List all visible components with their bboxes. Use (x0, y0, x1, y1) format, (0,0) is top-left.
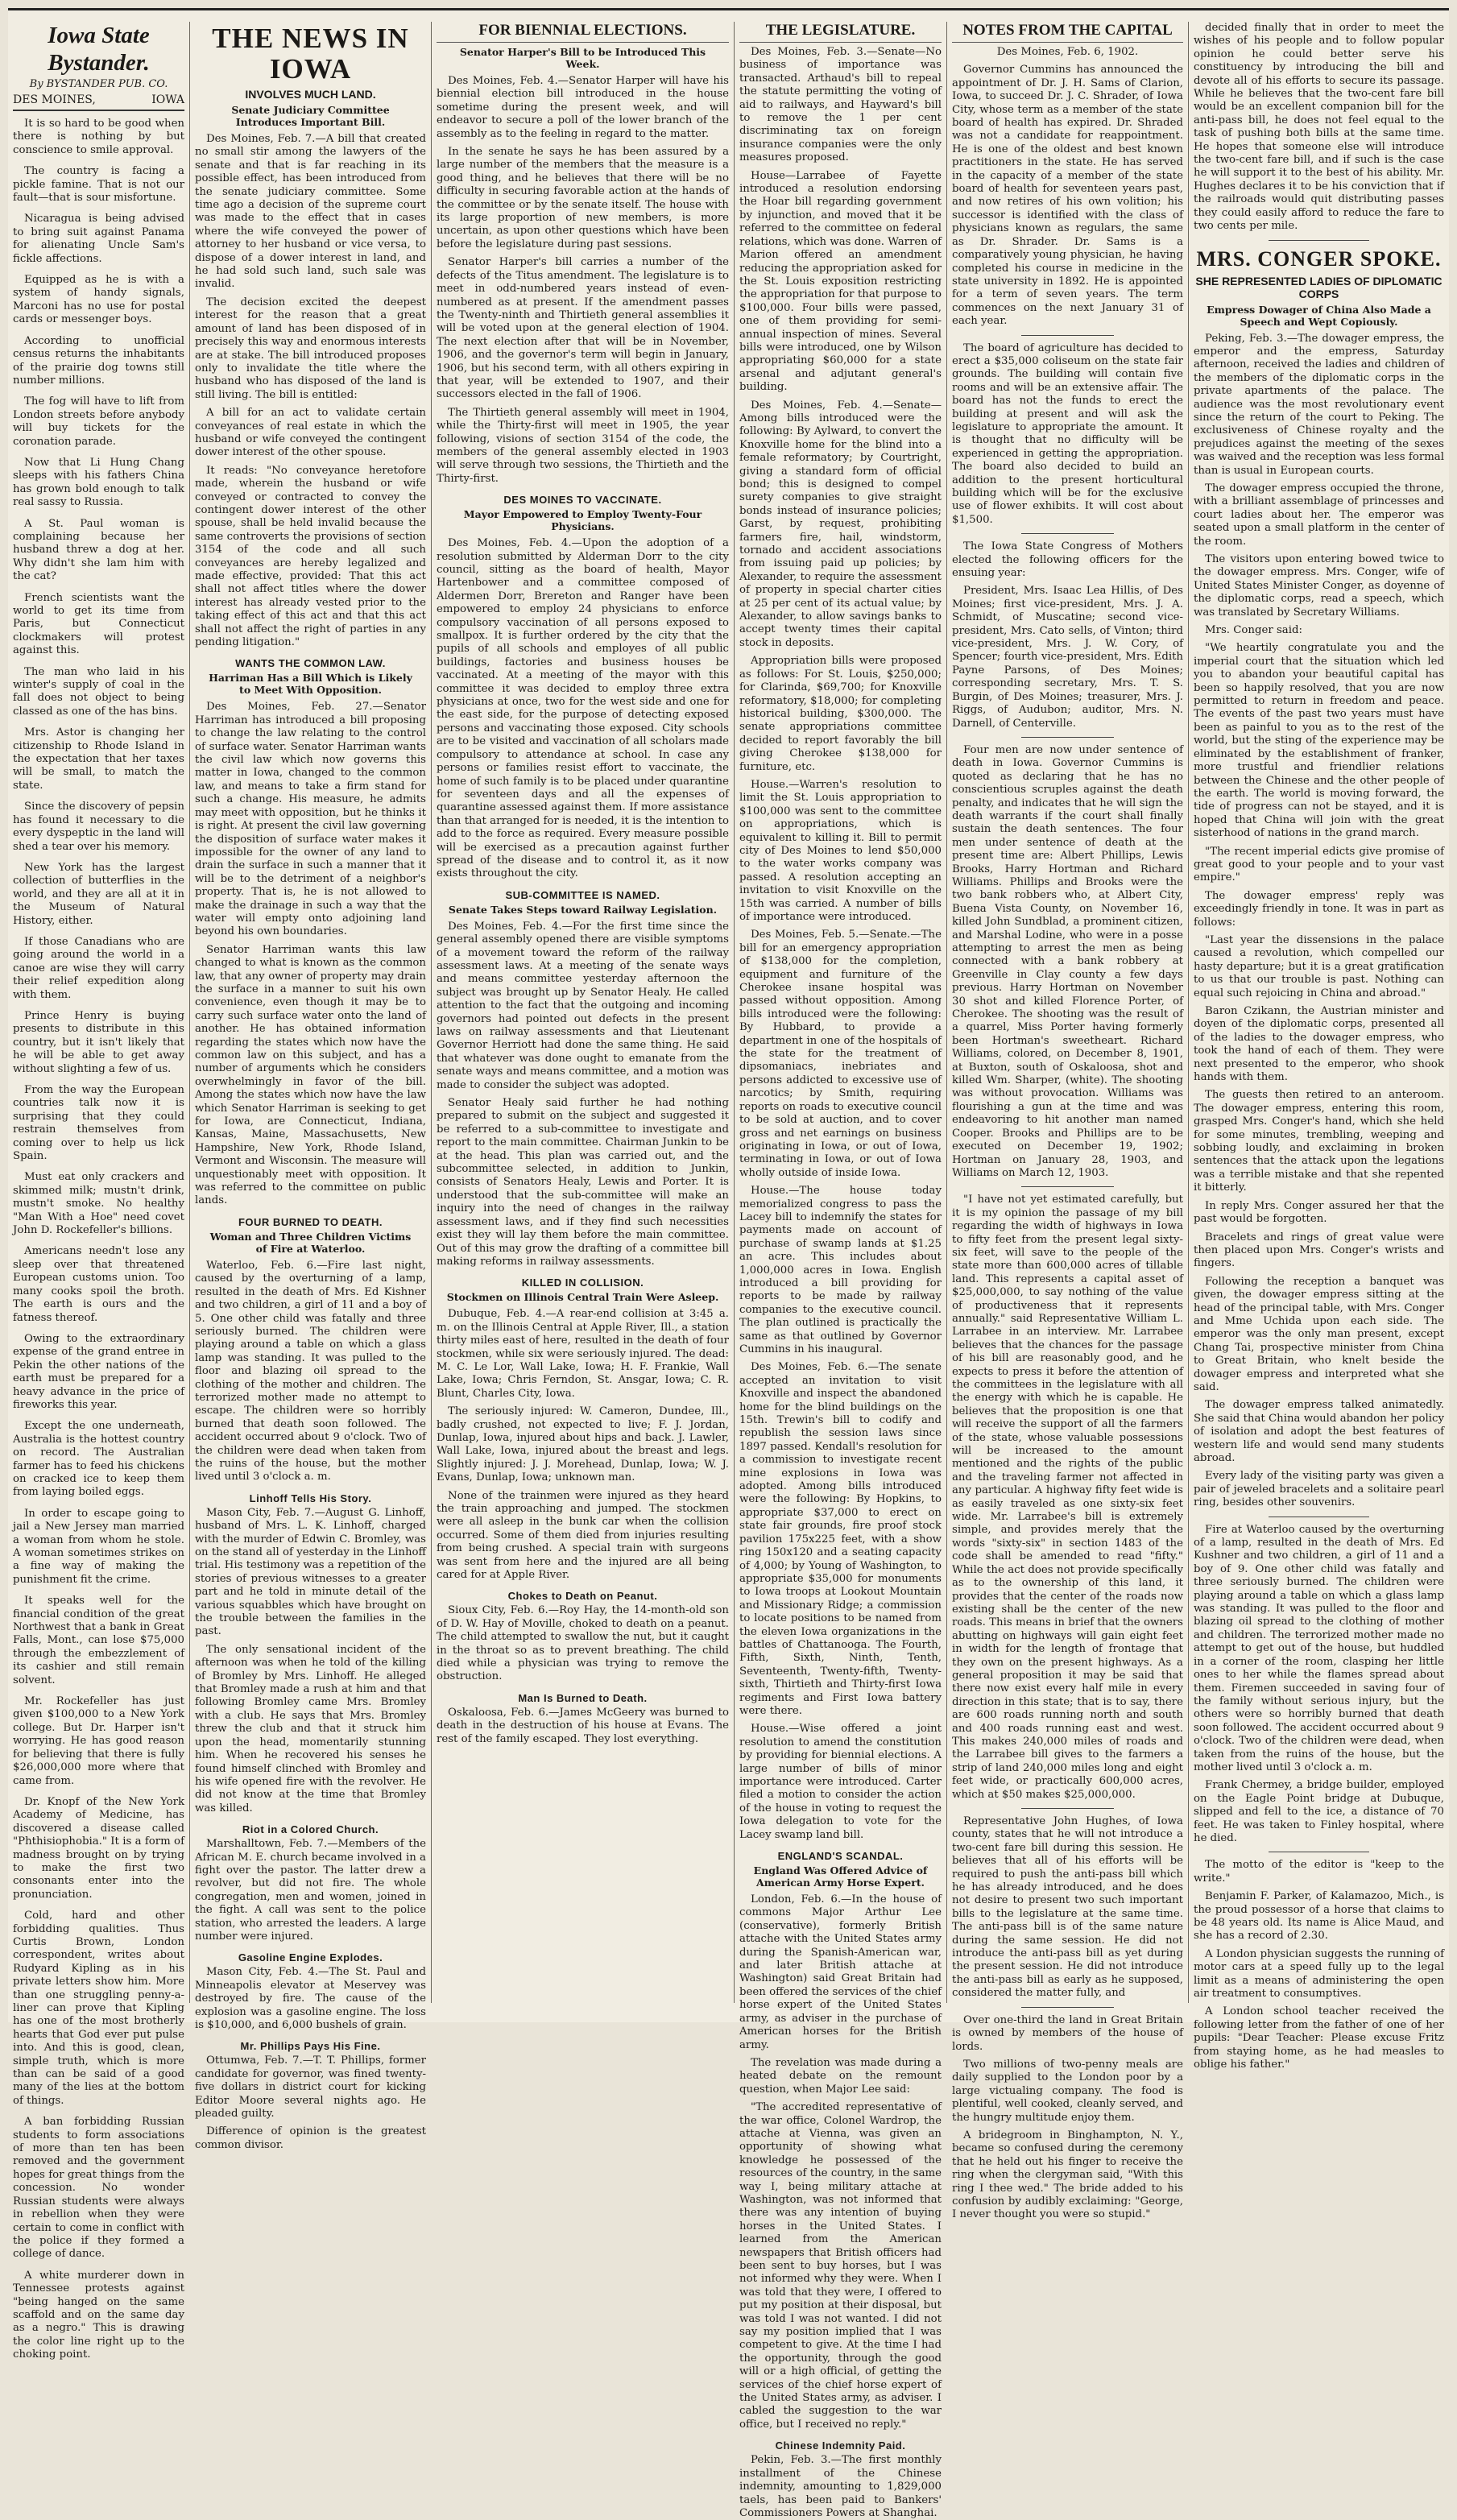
article-paragraph: "We heartily congratulate you and the imperial court that the situation which led you to abandon your beautiful capital has been so happily resolved, that you are now permitted to return in freedom and peace. The events of the past two years must have been as painful to you as to the rest of the world, but the sting of the experience may be eliminated by the establishment of franker, more trustful and friendlier relations between the Chinese and the other people of the earth. The world is moving forward, the tide of progress can not be stayed, and it is hoped that China will join with the great sisterhood of nations in the grand march. (1194, 642, 1444, 840)
article-paragraph: The decision excited the deepest interest for the reason that a great amount of land has been disposed of in precisely this way and enormous interests are at stake. The bill introduced proposes only to invalidate the title where the husband who has disposed of the land is still living. The bill is entitled: (195, 296, 426, 401)
article-paragraph: The visitors upon entering bowed twice to the dowager empress. Mrs. Conger, wife of United States Minister Conger, as doyenne of the diplomatic corps, read a speech, which was translated by Secretary Williams. (1194, 553, 1444, 619)
article-paragraph: Mason City, Feb. 7.—August G. Linhoff, husband of Mrs. L. K. Linhoff, charged with the murder of Edwin C. Bromley, was on the stand all of yesterday in the Linhoff trial. His testimony was a repetition of the stories of previous witnesses to a greater part and he told in minute detail of the various squabbles which have brought on the trouble between the families in the past. (195, 1506, 426, 1638)
article-paragraph: Oskaloosa, Feb. 6.—James McGeery was burned to death in the destruction of his house at Evans. The rest of the family escaped. They lost everything. (437, 1706, 729, 1745)
article-headline: Mr. Phillips Pays His Fine. (240, 2040, 381, 2053)
paragraph-item: Mr. Rockefeller has just given $100,000 to a New York college. But Dr. Harper isn't worrying. He has good reason for believing that there is fully $26,000,000 more where that came from. (13, 1695, 184, 1787)
article-paragraph: The seriously injured: W. Cameron, Dundee, Ill., badly crushed, not expected to live; F. J. Jordan, Dunlap, Iowa, injured about hips and back. J. Lawler, Wall Lake, Iowa, injured about the breast and legs. Slightly injured: J. J. Morehead, Dunlap, Iowa; W. J. Evans, Dunlap, Iowa; unknown man. (437, 1405, 729, 1484)
article-paragraph: Senator Harriman wants this law changed to what is known as the common law, that any owner of property may drain the surface in a manner to suit his own convenience, even though it may be to carry such surface water onto the land of another. He has obtained information regarding the states which now have the common law on this subject, and has a number of arguments which he considers overwhelmingly in favor of the bill. Among the states which now have the law which Senator Harriman is seeking to get for Iowa, are Connecticut, Indiana, Kansas, Maine, Massachusetts, New Hampshire, New York, Rhode Island, Vermont and Wisconsin. The measure will unquestionably meet with opposition. It was referred to the committee on public lands. (195, 943, 426, 1207)
article-paragraph: Representative John Hughes, of Iowa county, states that he will not introduce a two-cent fare bill during this session. He believes that all of his efforts will be required to push the anti-pass bill which he has already introduced, and he does not desire to present two such important bills to the legislature at the same time. The anti-pass bill is of the same nature during the same session. He did not introduce the anti-pass bill as yet during the present session. He did not introduce the anti-pass bill as early as he supposed, considered the matter fully, and (952, 1815, 1183, 2000)
article-paragraph: Des Moines, Feb. 27.—Senator Harriman has introduced a bill proposing to change the law relating to the control of surface water. Senator Harriman wants the civil law which now governs this matter in Iowa, changed to the common law, and means to take a firm stand for such a change. His measure, he admits may meet with opposition, but he thinks it is right. At present the civil law governing the disposition of surface water makes it impossible for the owner of any land to drain the surface in such a manner that it will be to the detriment of a neighbor's property. That is, he is not allowed to make the drainage in such a way that the water will empty onto adjoining land beyond his own boundaries. (195, 701, 426, 938)
article-paragraph: A bridegroom in Binghampton, N. Y., became so confused during the ceremony that he held out his finger to receive the ring when the clergyman said, "With this ring I thee wed." The bride added to his confusion by audibly exclaiming: "George, I never thought you were so stupid." (952, 2129, 1183, 2221)
paragraph-item: Equipped as he is with a system of handy signals, Marconi has no use for postal cards or messenger boys. (13, 274, 184, 326)
paragraph-item: From the way the European countries talk now it is surprising that they could restrain themselves from coming over to help us lick Spain. (13, 1084, 184, 1163)
paragraph-item: Now that Li Hung Chang sleeps with his fathers China has grown bold enough to talk real sassy to Russia. (13, 456, 184, 509)
divider (1269, 240, 1368, 241)
article-paragraph: London, Feb. 6.—In the house of commons Major Arthur Lee (conservative), formerly British attache with the United States army during the Spanish-American war, and later British attache at Washington) said Great Britain had been offered the services of the chief horse expert of the United States army, as adviser in the purchase of American horses for the British army. (739, 1893, 942, 2051)
masthead-title: Iowa State Bystander. (48, 23, 150, 76)
article-deck: Woman and Three Children Victims of Fire at Waterloo. (209, 1230, 412, 1255)
article-paragraph: A bill for an act to validate certain conveyances of real estate in which the husband or wife conveyed the contingent dower interest of the other spouse. (195, 407, 426, 459)
paragraph-item: Since the discovery of pepsin has found it necessary to die every dyspeptic in the land will shed a tear over his memory. (13, 801, 184, 853)
article-paragraph: House—Larrabee of Fayette introduced a resolution endorsing the Hoar bill regarding government by injunction, and moved that it be referred to the committee on federal relations, which was done. Warren of Marion offered an amendment reducing the appropriation asked for the St. Louis exposition restricting the appropriation for that purpose to $100,000. Four bills were passed, one of them providing for semi-annual inspection of mines. Several bills were introduced, one by Wilson appropriating $60,000 for a state arsenal and adjutant general's building. (739, 169, 942, 394)
paragraph-item: A white murderer down in Tennessee protests against "being hanged on the same scaffold and on the same day as a negro." This is drawing the color line right up to the choking point. (13, 2269, 184, 2361)
paragraph-item: Americans needn't lose any sleep over that threatened European customs union. Too many cooks spoil the broth. The earth is ours and the fatness thereof. (13, 1245, 184, 1324)
article-headline: Linhoff Tells His Story. (249, 1492, 372, 1504)
paragraph-item: It is so hard to be good when there is nothing by but conscience to smile approval. (13, 118, 184, 156)
article-paragraph: In reply Mrs. Conger assured her that the past would be forgotten. (1194, 1199, 1444, 1226)
article-paragraph: The guests then retired to an anteroom. The dowager empress, entering this room, grasped Mrs. Conger's hand, which she held for some minutes, trembling, weeping and sobbing loudly, and exclaiming in broken sentences that the attack upon the legations was a terrible mistake and that she repented it bitterly. (1194, 1089, 1444, 1194)
article-paragraph: A London school teacher received the following letter from the father of one of her pupils: "Dear Teacher: Please excuse Fritz from staying home, as he had measles to oblige his father." (1194, 2005, 1444, 2071)
article-paragraph: Des Moines, Feb. 4.—For the first time since the general assembly opened there are visible symptoms of a movement toward the reform of the railway assessment laws. At a meeting of the senate ways and means committee yesterday afternoon the subject was brought up by Senator Healy. He called attention to the fact that the outgoing and incoming governors had pointed out defects in the present laws on railway assessments and that Lieutenant Governor Herriott had done the same thing. He said that whatever was done ought to emanate from the senate ways and means committee, and a motion was made to consider the subject was adopted. (437, 920, 729, 1091)
article-headline: WANTS THE COMMON LAW. (235, 657, 386, 670)
article-paragraph: Difference of opinion is the greatest common divisor. (195, 2125, 426, 2151)
article-paragraph: Governor Cummins has announced the appointment of Dr. J. H. Sams of Clarion, Iowa, to succeed Dr. J. C. Shrader, of Iowa City, whose term as a member of the state board of health has expired. Dr. Shraded was not a candidate for reappointment. He is one of the oldest and best known practitioners in the state. He has served in the capacity of a member of the state board of health for seventeen years past, and now retires of his own volition; his successor is identified with the class of physicians known as regulars, the same as Dr. Shrader. Dr. Sams is a comparatively young physician, he having completed his course in medicine in the state university in 1892. He is appointed for a term of seven years. The term commences on the next January 31 of each year. (952, 64, 1183, 328)
paragraph-item: French scientists want the world to get its time from Paris, but Connecticut clockmakers will protest against this. (13, 591, 184, 657)
dateline-state: IOWA (151, 93, 184, 106)
article-paragraph: Des Moines, Feb. 5.—Senate.—The bill for an emergency appropriation of $138,000 for the completion, equipment and furniture of the Cherokee insane hospital was passed without opposition. Among bills introduced were the following: By Hubbard, to provide a department in one of the hospitals of the state for the treatment of dipsomaniacs, inebriates and persons addicted to excessive use of narcotics; by Smith, requiring reports on roads to executive council to be sold at auction, and to cover gross and net earnings on business originating in Iowa, or out of Iowa, terminating in Iowa, or out of Iowa wholly outside of inside Iowa. (739, 929, 942, 1179)
article-paragraph: In the senate he says he has been assured by a large number of the members that the measure is a good thing, and he believes that there will be no difficulty in securing favorable action at the hands of the committee or by the senate itself. The house with its large proportion of new members, is more uncertain, as upon other questions which have been before the legislature during past sessions. (437, 146, 729, 250)
article-paragraph: decided finally that in order to meet the wishes of his people and to follow popular opinion he could better serve his constituency by introducing the bill and devote all of his efforts to secure its passage. While he believes that the two-cent fare bill would be an excellent companion bill for the anti-pass bill, he does not feel equal to the task of pushing both bills at the same time. He hopes that someone else will introduce the two-cent fare bill, and if such is the case he will support it to the best of his ability. Mr. Hughes declares it to be his conviction that if the railroads would quit distributing passes they could easily afford to reduce the fare to two cents per mile. (1194, 22, 1444, 233)
article-headline: ENGLAND'S SCANDAL. (777, 1850, 904, 1863)
paragraph-item: A St. Paul woman is complaining because her husband threw a dog at her. Why didn't she lam him with the cat? (13, 517, 184, 583)
newspaper-page (8, 8, 1449, 2519)
article-subhead: SHE REPRESENTED LADIES OF DIPLOMATIC CORPS (1195, 274, 1443, 300)
paragraph-item: Nicaragua is being advised to bring suit against Panama for alienating Uncle Sam's fickle affections. (13, 213, 184, 265)
paragraph-item: It speaks well for the financial condition of the great Northwest that a bank in Great Falls, Mont., can lose $75,000 through the embezzlement of its cashier and still remain solvent. (13, 1595, 184, 1686)
article-paragraph: Pekin, Feb. 3.—The first monthly installment of the Chinese indemnity, amounting to 1,829,000 taels, has been paid to Bankers' Commissioners Powers at Shanghai. (739, 2454, 942, 2519)
paragraph-item: The country is facing a pickle famine. That is not our fault—that is sour misfortune. (13, 165, 184, 205)
column-bystander (8, 22, 190, 2361)
article-paragraph: Dubuque, Feb. 4.—A rear-end collision at 3:45 a. m. on the Illinois Central at Apple River, Ill., a station thirty miles east of here, resulted in the death of four stockmen, while six were seriously injured. The dead: M. C. Le Lor, Wall Lake, Iowa; H. F. Frankie, Wall Lake, Iowa; Chris Ferndon, St. Ansgar, Iowa; C. R. Blunt, Charles City, Iowa. (437, 1308, 729, 1400)
paragraph-item: Prince Henry is buying presents to distribute in this country, but it isn't likely that he will be able to get away without slighting a few of us. (13, 1009, 184, 1075)
paragraph-item: The fog will have to lift from London streets before anybody will buy tickets for the coronation parade. (13, 395, 184, 448)
paragraph-item: Must eat only crackers and skimmed milk; mustn't drink, mustn't smoke. No healthy "Man With a Hoe" need covet John D. Rockefeller's billions. (13, 1171, 184, 1237)
article-paragraph: Waterloo, Feb. 6.—Fire last night, caused by the overturning of a lamp, resulted in the death of Mrs. Ed Kishner and two children, a girl of 11 and a boy of 5. One other child was fatally and three seriously burned. The children were playing around a table on which a glass lamp was standing. It was pulled to the floor and blazing oil spread to the clothing of the mother and children. The terrorized mother made no attempt to escape. The children were so horribly burned that death soon followed. The accident occurred about 9 o'clock. Two of the children were dead when taken from the ruins of the house, but the mother lived until 3 o'clock a. m. (195, 1259, 426, 1483)
paragraph-item: If those Canadians who are going around the world in a canoe are wise they will carry their relief expedition along with them. (13, 935, 184, 1001)
article-headline: Man Is Burned to Death. (518, 1691, 648, 1704)
masthead-dateline (13, 92, 184, 111)
article-deck: England Was Offered Advice of American Army Horse Expert. (753, 1864, 928, 1889)
article-paragraph: Two millions of two-penny meals are daily supplied to the London poor by a large victualing company. The food is plentiful, well cooked, cleanly served, and the hungry multitude enjoy them. (952, 2058, 1183, 2124)
article-paragraph: Following the reception a banquet was given, the dowager empress sitting at the head of the principal table, with Mrs. Conger and Mme Uchida upon each side. The emperor was the only man present, except Chang Tai, prospective minister from China to Great Britain, who knelt beside the dowager empress and interpreted what she said. (1194, 1275, 1444, 1393)
article-deck: Senator Harper's Bill to be Introduced This Week. (459, 46, 706, 70)
article-paragraph: Peking, Feb. 3.—The dowager empress, the emperor and the empress, Saturday afternoon, received the ladies and children of the members of the diplomatic corps in the private apartments of the palace. The audience was the most revolutionary event since the return of the court to Peking. The exclusiveness of Chinese royalty and the prejudices against the meeting of the sexes was waived and the reception was less formal than is usual in European courts. (1194, 332, 1444, 477)
section-title: THE NEWS IN IOWA (212, 23, 409, 85)
divider (1021, 1808, 1114, 1809)
article-paragraph: House.—Wise offered a joint resolution to amend the constitution by providing for biennial elections. A large number of bills of minor importance were introduced. Carter filed a motion to consider the action of the house in voting to request the Iowa delegation to vote for the Lacey swamp land bill. (739, 1723, 942, 1841)
article-headline: MRS. CONGER SPOKE. (1196, 246, 1442, 271)
paragraph-item: Dr. Knopf of the New York Academy of Medicine, has discovered a disease called "Phthisiophobia." It is a form of madness brought on by trying to make the first two consonants enter into the pronunciation. (13, 1795, 184, 1901)
article-paragraph: The only sensational incident of the afternoon was when he told of the killing of Bromley by Mrs. Linhoff. He alleged that Bromley made a rush at him and that following Bromley came Mrs. Bromley with a club. He says that Mrs. Bromley threw the club and that it struck him upon the head, momentarily stunning him. When he recovered his senses he found himself clinched with Bromley and his wife opened fire with the revolver. He did not know at the time that Bromley was killed. (195, 1643, 426, 1814)
article-deck: Mayor Empowered to Employ Twenty-Four Physicians. (463, 508, 702, 533)
article-paragraph: Des Moines, Feb. 4.—Senator Harper will have his biennial election bill introduced in the house sometime during the present week, and will endeavor to secure a poll of the lower branch of the assembly as to the feeling in regard to the matter. (437, 75, 729, 140)
section-title: THE LEGISLATURE. (739, 22, 942, 43)
article-deck: Harriman Has a Bill Which is Likely to Meet With Opposition. (209, 672, 412, 697)
section-title: NOTES FROM THE CAPITAL (952, 22, 1183, 43)
article-paragraph: Des Moines, Feb. 7.—A bill that created no small stir among the lawyers of the senate and that is far reaching in its possible effect, has been introduced from the senate judiciary committee. Some time ago a decision of the supreme court was made to the effect that in cases where the wife conveyed the power of attorney to her husband or vice versa, to dispose of a dower interest in land, and he had sold such land, such sale was invalid. (195, 133, 426, 291)
paragraph-list (13, 118, 184, 2362)
article-headline: DES MOINES TO VACCINATE. (503, 494, 662, 507)
article-paragraph: Ottumwa, Feb. 7.—T. T. Phillips, former candidate for governor, was fined twenty-five dollars in district court for kicking Editor Moore several nights ago. He pleaded guilty. (195, 2054, 426, 2121)
article-paragraph: President, Mrs. Isaac Lea Hillis, of Des Moines; first vice-president, Mrs. J. A. Schmidt, of Muscatine; second vice-president, Mrs. Cato sells, of Vinton; third vice-president, Mrs. J. W. Cory, of Spencer; fourth vice-president, Mrs. Edith Payne Parsons, of Des Moines; corresponding secretary, Mrs. T. S. Burgin, of Des Moines; treasurer, Mrs. J. Riggs, of Audubon; auditor, Mrs. N. Darnell, of Centerville. (952, 585, 1183, 730)
article-paragraph: Des Moines, Feb. 4.—Upon the adoption of a resolution submitted by Alderman Dorr to the city council, sitting as the board of health, Mayor Hartenbower and a committee composed of Aldermen Dorr, Brereton and Ranger have been empowered to employ 24 physicians to enforce compulsory vaccination of all persons exposed to smallpox. It is further ordered by the city that the pupils of all schools and employes of all public buildings, factories and business houses be vaccinated. At a meeting of the mayor with this committee it was decided to employ three extra physicians at once, two for the west side and one for the east side, for the purpose of detecting exposed persons and vaccinating those exposed. City schools are to be visited and vaccination of all scholars made compulsory to attendance at school. In case any persons or families resist effort to vaccinate, the home of such family is to be placed under quarantine for seventeen days and all the expenses of quarantine assessed against them. If more assistance than that arranged for is needed, it is the intention to add to the force as required. Every measure possible will be exercised as a precaution against further spread of the disease and to control it, as it now exists throughout the city. (437, 537, 729, 880)
article-headline: KILLED IN COLLISION. (521, 1277, 644, 1289)
section-title: FOR BIENNIAL ELECTIONS. (437, 22, 729, 43)
article-headline: Chinese Indemnity Paid. (775, 2439, 906, 2452)
paragraph-item: A ban forbidding Russian students to form associations of more than ten has been removed and the government hopes for great things from the concession. No wonder Russian students were always in rebellion when they were certain to come in conflict with the police if they formed a college of dance. (13, 2116, 184, 2261)
article-paragraph: Over one-third the land in Great Britain is owned by members of the house of lords. (952, 2013, 1183, 2053)
divider (1021, 2007, 1114, 2008)
article-paragraph: Bracelets and rings of great value were then placed upon Mrs. Conger's wrists and fingers. (1194, 1231, 1444, 1270)
article-paragraph: The board of agriculture has decided to erect a $35,000 coliseum on the state fair grounds. The building will contain five rooms and will be an extensive affair. The board has not the funds to erect the building at present and will ask the legislature to appropriate the amount. It is thought that no difficulty will be experienced in getting the appropriation. The board also decided to build an addition to the present horticultural building which will be for the exclusive use of flower exhibits. It will cost about $1,500. (952, 341, 1183, 526)
paragraph-item: According to unofficial census returns the inhabitants of the prairie dog towns still number millions. (13, 334, 184, 387)
article-deck: Senate Takes Steps toward Railway Legislation. (448, 903, 718, 916)
article-paragraph: Mason City, Feb. 4.—The St. Paul and Minneapolis elevator at Meservey was destroyed by fire. The cause of the explosion was a gasoline engine. The loss is $10,000, and 6,000 bushels of grain. (195, 1966, 426, 2031)
article-paragraph: The revelation was made during a heated debate on the remount question, when Major Lee said: (739, 2056, 942, 2096)
article-paragraph: "The accredited representative of the war office, Colonel Wardrop, the attache at Vienna, was given an opportunity of showing what knowledge he possessed of the resources of the country, in the same way I, being military attache at Washington, was not informed that there was any intention of buying horses in the United States. I learned from the American newspapers that British officers had been sent to buy horses, but I was not informed why they were. When I was told that they were, I offered to put my position at their disposal, but was told I was not wanted. I did not say my position implied that I was competent to give. At the time I had the opportunity, through the good will or a high official, of getting the services of the chief horse expert of the United States army, as adviser. I cabled the suggestion to the war office, but I received no reply." (739, 2101, 942, 2431)
article-paragraph: Appropriation bills were proposed as follows: For St. Louis, $250,000; for Clarinda, $69,700; for Knoxville reformatory, $18,000; for completing historical building, $300,000. The senate appropriations committee decided to report favorably the bill giving Cherokee $138,000 for furniture, etc. (739, 655, 942, 773)
article-paragraph: House.—The house today memorialized congress to pass the Lacey bill to indemnify the states for payments made on account of purchase of swamp lands at $1.25 an acre. This includes about 1,000,000 acres in Iowa. English introduced a bill providing for reports to be made by railway companies to the executive council. The plan outlined is practically the same as that outlined by Governor Cummins in his inaugural. (739, 1185, 942, 1355)
article-deck: Empress Dowager of China Also Made a Speech and Wept Copiously. (1207, 303, 1431, 328)
article-paragraph: Des Moines, Feb. 6.—The senate accepted an invitation to visit Knoxville and inspect the abandoned home for the blind buildings on the 15th. Trewin's bill to codify and republish the session laws since 1897 passed. Kendall's resolution for a commission to investigate recent mine explosions in Iowa was adopted. Among bills introduced were the following: By Hopkins, to appropriate $37,000 to erect on state fair grounds, fire proof stock pavilion 175x225 feet, with a show ring 150x120 and a seating capacity of 4,000; by Young of Washington, to appropriate $35,000 for monuments to Iowa troops at Lookout Mountain and Missionary Ridge; a commission to locate positions to be named from the eleven Iowa organizations in the battles of Chattanooga. The Fourth, Fifth, Sixth, Ninth, Tenth, Seventeenth, Twenty-fifth, Twenty-sixth, Thirtieth and Thirty-first Iowa regiments and First Iowa battery were there. (739, 1361, 942, 1717)
article-paragraph: The dowager empress' reply was exceedingly friendly in tone. It was in part as follows: (1194, 889, 1444, 929)
column-notes-capital (947, 22, 1189, 2221)
article-paragraph: A London physician suggests the running of motor cars at a speed fully up to the legal limit as a means of administering the open air treatment to consumptives. (1194, 1947, 1444, 2001)
article-paragraph: The Iowa State Congress of Mothers elected the following officers for the ensuing year: (952, 540, 1183, 580)
article-headline: SUB-COMMITTEE IS NAMED. (505, 888, 660, 901)
dateline-city: DES MOINES, (13, 93, 96, 106)
article-dateline: Des Moines, Feb. 6, 1902. (996, 46, 1139, 58)
article-headline: Chokes to Death on Peanut. (507, 1590, 658, 1603)
article-paragraph: Baron Czikann, the Austrian minister and doyen of the diplomatic corps, presented all of the ladies to the dowager empress, who took the hand of each of them. They were next presented to the emperor, who shook hands with them. (1194, 1005, 1444, 1084)
divider (1021, 533, 1114, 534)
paragraph-item: Mrs. Astor is changing her citizenship to Rhode Island in the expectation that her taxes will be small, to match the state. (13, 726, 184, 792)
article-paragraph: The dowager empress occupied the throne, with a brilliant assemblage of princesses and court ladies about her. The emperor was seated upon a small platform in the center of the room. (1194, 482, 1444, 548)
paragraph-item: Except the one underneath, Australia is the hottest country on record. The Australian farmer has to feed his chickens on cracked ice to keep them from laying boiled eggs. (13, 1420, 184, 1499)
article-paragraph: Mrs. Conger said: (1205, 624, 1302, 637)
article-paragraph: Senator Harper's bill carries a number of the defects of the Titus amendment. The legislature is to meet in odd-numbered years instead of even-numbered as at present. If the amendment passes the Twenty-ninth and Thirtieth general assemblies it will be voted upon at the general election of 1904. The next election after that will be in November, 1906, and the governor's term will begin in January, 1906, but his second term, with all others expiring in that year, will be extended to 1907, and their successors elected in the fall of 1906. (437, 256, 729, 401)
article-paragraph: "The recent imperial edicts give promise of great good to your people and to your vast empire." (1194, 845, 1444, 884)
article-paragraph: The dowager empress talked animatedly. She said that China would abandon her policy of isolation and adopt the best features of western life and would send many students abroad. (1194, 1399, 1444, 1464)
article-paragraph: None of the trainmen were injured as they heard the train approaching and jumped. The stockmen were all asleep in the bunk car when the collision occurred. Some of them died from injuries resulting from being crushed. A special train with surgeons was sent from here and the injured are all being cared for at Apple River. (437, 1489, 729, 1582)
article-deck: Senate Judiciary Committee Introduces Important Bill. (231, 104, 390, 128)
article-paragraph: Every lady of the visiting party was given a pair of jeweled bracelets and a solitaire pearl ring, besides other souvenirs. (1194, 1470, 1444, 1509)
column-biennial-elections (432, 22, 735, 2003)
paragraph-item: In order to escape going to jail a New Jersey man married a woman from whom he stole. A woman sometimes strikes on a fine way of making the punishment fit the crime. (13, 1507, 184, 1586)
article-paragraph: The Thirtieth general assembly will meet in 1904, while the Thirty-first will meet in 1905, the year following, visions of section 3154 of the code, the members of the general assembly elected in 1903 will serve through two sessions, the Thirtieth and the Thirty-first. (437, 406, 729, 485)
article-paragraph: Senator Healy said further he had nothing prepared to submit on the subject and suggested it be referred to a sub-committee to investigate and report to the main committee. Chairman Junkin to be at the head. This plan was carried out, and the subcommittee selected, in addition to Junkin, consists of Senators Healy, Lewis and Porter. It is understood that the sub-committee will make an inquiry into the need of changes in the railway assessment laws, and if they find such necessities exist they will lay them before the main committee. Out of this may grow the drafting of a committee bill making reforms in railway assessments. (437, 1097, 729, 1268)
article-paragraph: Des Moines, Feb. 3.—Senate—No business of importance was transacted. Arthaud's bill to repeal the statute permitting the voting of aid to railways, and Hayward's bill to remove the 1 per cent discriminating tax on foreign insurance companies were the only measures proposed. (739, 46, 942, 164)
article-paragraph: Marshalltown, Feb. 7.—Members of the African M. E. church became involved in a fight over the pastor. The latter drew a revolver, but did not fire. The whole congregation, men and women, joined in the fight. A call was sent to the police station, who arrested the leaders. A large number were injured. (195, 1838, 426, 1943)
column-legislature (735, 22, 947, 2519)
paragraph-item: Cold, hard and other forbidding qualities. Thus Curtis Brown, London correspondent, writes about Rudyard Kipling as in his private letters show him. More than one struggling penny-a-liner can prove that Kipling has one of the most brotherly hearts that God ever put pulse into. And this is good, clean, simple truth, which is more than can be said of a good many of the lies at the bottom of things. (13, 1910, 184, 2107)
divider (1021, 1186, 1114, 1187)
article-paragraph: Des Moines, Feb. 4.—Senate—Among bills introduced were the following: By Aylward, to convert the Knoxville home for the blind into a female reformatory; by Courtright, giving a standard form of official bond; this is designed to compel surety companies to give straight bonds instead of insurance policies; Garst, by request, prohibiting farmers fire, hail, windstorm, tornado and accident associations from issuing paid up policies; by Alexander, to require the assessment of property in special charter cities at 25 per cent of its actual value; by Alexander, to allow savings banks to accept twenty times their capital stock in deposits. (739, 399, 942, 649)
article-headline: Riot in a Colored Church. (242, 1823, 379, 1836)
article-paragraph: Benjamin F. Parker, of Kalamazoo, Mich., is the proud possessor of a horse that claims to be 48 years old. Its name is Alice Maud, and she has a record of 2.30. (1194, 1890, 1444, 1943)
article-paragraph: House.—Warren's resolution to limit the St. Louis appropriation to $100,000 was sent to the committee on appropriations, which is equivalent to killing it. Bill to permit city of Des Moines to lend $50,000 to the water works company was passed. A resolution accepting an invitation to visit Knoxville on the 15th was carried. A number of bills of importance were introduced. (739, 778, 942, 923)
article-paragraph: The motto of the editor is "keep to the write." (1194, 1859, 1444, 1885)
paragraph-item: Owing to the extraordinary expense of the grand entree in Pekin the other nations of the earth must be prepared for a heavy advance in the price of fireworks this year. (13, 1332, 184, 1411)
article-paragraph: Frank Chermey, a bridge builder, employed on the Eagle Point bridge at Dubuque, slipped and fell to the ice, a distance of 70 feet. He was taken to Finley hospital, where he died. (1194, 1779, 1444, 1844)
paragraph-item: New York has the largest collection of butterflies in the world, and they are all at it in the Museum of Natural History, either. (13, 861, 184, 927)
article-paragraph: Fire at Waterloo caused by the overturning of a lamp, resulted in the death of Mrs. Ed Kushner and two children, a girl of 11 and a boy of 9. One other child was fatally and three seriously burned. The children were playing around a table on which a glass lamp was standing. It was pulled to the floor and blazing oil spread to the clothing of mother and children. The terrorized mother made no attempt to get out of the house, but huddled in a corner of the room, clasping her little ones to her while the flames spread about them. Firemen succeeded in saving four of the family without serious injury, but the others were so horribly burned that death soon followed. The accident occurred about 9 o'clock. Two of the children were dead, when taken from the ruins of the house, but the mother lived until 3 o'clock a. m. (1194, 1523, 1444, 1773)
column-news-in-iowa (190, 22, 432, 2151)
article-paragraph: It reads: "No conveyance heretofore made, wherein the husband or wife conveyed or contracted to convey the contingent dower interest of the other spouse, shall be held invalid because the same controverts the provisions of section 3154 of the code and all such conveyances are hereby legalized and made effective, provided: That this act shall not affect titles where the dower interest has already vested prior to the taking effect of this act and that this act shall not affect the right of parties in any pending litigation." (195, 464, 426, 649)
article-paragraph: Four men are now under sentence of death in Iowa. Governor Cummins is quoted as declaring that he has no conscientious scruples against the death penalty, and indicates that he will sign the death warrants if the court shall finally sustain the death sentences. The four men under sentence of death at the present time are: Albert Phillips, Lewis Brooks, Harry Hortman and Richard Williams. Phillips and Brooks were the two bank robbers who, at Albert City, Buena Vista County, on November 16, killed John Sundblad, a prominent citizen, and Marshal Lodine, who were in a posse attempting to arrest the men as being connected with a bank robbery at Greenville in Clay county a few days previous. Harry Hortman on November 30 shot and killed Florence Porter, of Cherokee. The shooting was the result of a quarrel, Miss Porter having formerly been Hortman's sweetheart. Richard Williams, colored, on December 8, 1901, at Buxton, south of Oskaloosa, shot and killed Wm. Sharper, (white). The shooting was without provocation. Williams was flourishing a gun at the time and was endeavoring to hit another man named Cooper. Brooks and Phillips are to be executed on December 19, 1902; Hortman on January 28, 1903, and Williams on March 12, 1903. (952, 743, 1183, 1179)
article-paragraph: Sioux City, Feb. 6.—Roy Hay, the 14-month-old son of D. W. Hay of Moville, choked to death on a peanut. The child attempted to swallow the nut, but it caught in the throat so as to prevent breathing. The child died while a physician was trying to remove the obstruction. (437, 1604, 729, 1683)
paragraph-item: The man who laid in his winter's supply of coal in the fall does not object to being classed as one of the has bins. (13, 665, 184, 718)
article-headline: INVOLVES MUCH LAND. (245, 88, 376, 101)
column-mrs-conger (1189, 22, 1449, 2071)
article-headline: FOUR BURNED TO DEATH. (238, 1215, 383, 1228)
masthead-publisher: By BYSTANDER PUB. CO. (29, 78, 168, 90)
article-deck: Stockmen on Illinois Central Train Were Asleep. (446, 1291, 719, 1304)
article-paragraph: "Last year the dissensions in the palace caused a revolution, which compelled our hasty departure; but it is a great gratification to us that our trouble is past. Nothing can equal such rejoicing in China and abroad." (1194, 933, 1444, 999)
divider (1021, 335, 1114, 336)
divider (1021, 737, 1114, 738)
article-paragraph: "I have not yet estimated carefully, but it is my opinion the passage of my bill regarding the width of highways in Iowa to fifty feet from the present legal sixty-six feet, will save to the people of the state more than 600,000 acres of tillable land. This represents a capital asset of $25,000,000, to say nothing of the value of productiveness that it represents annually." said Representative William L. Larrabee in an interview. Mr. Larrabee believes that the chances for the passage of his bill are reasonably good, and he expects to press it before the attention of the committees in the legislature with all the energy with which he is capable. He believes that the proposition is one that will receive the support of all the farmers of the state, whose valuable possessions will be increased to the amount mentioned and the rights of the public and the traveling farmer not affected in any particular. A highway fifty feet wide is as easily traveled as one sixty-six feet wide. Mr. Larrabee's bill is extremely simple, and provides merely that the words "sixty-six" in section 1483 of the code shall be amended to read "fifty." While the act does not provide specifically as to the ownership of this land, it provides that the center of the roads now existing shall be the center of the new roads. This means in brief that the owners abutting on highways will gain eight feet in width for the length of frontage that they own on the present highways. As a general proposition it may be said that there now exist every half mile in every direction in this state; that is to say, there are 600 roads running north and south and 400 roads running east and west. This makes 240,000 miles of roads and the Larrabee bill gives to the farmers a strip of land 240,000 miles long and eight feet wide, or practically 600,000 acres, which at $50 makes $25,000,000. (952, 1194, 1183, 1801)
article-headline: Gasoline Engine Explodes. (238, 1951, 383, 1964)
